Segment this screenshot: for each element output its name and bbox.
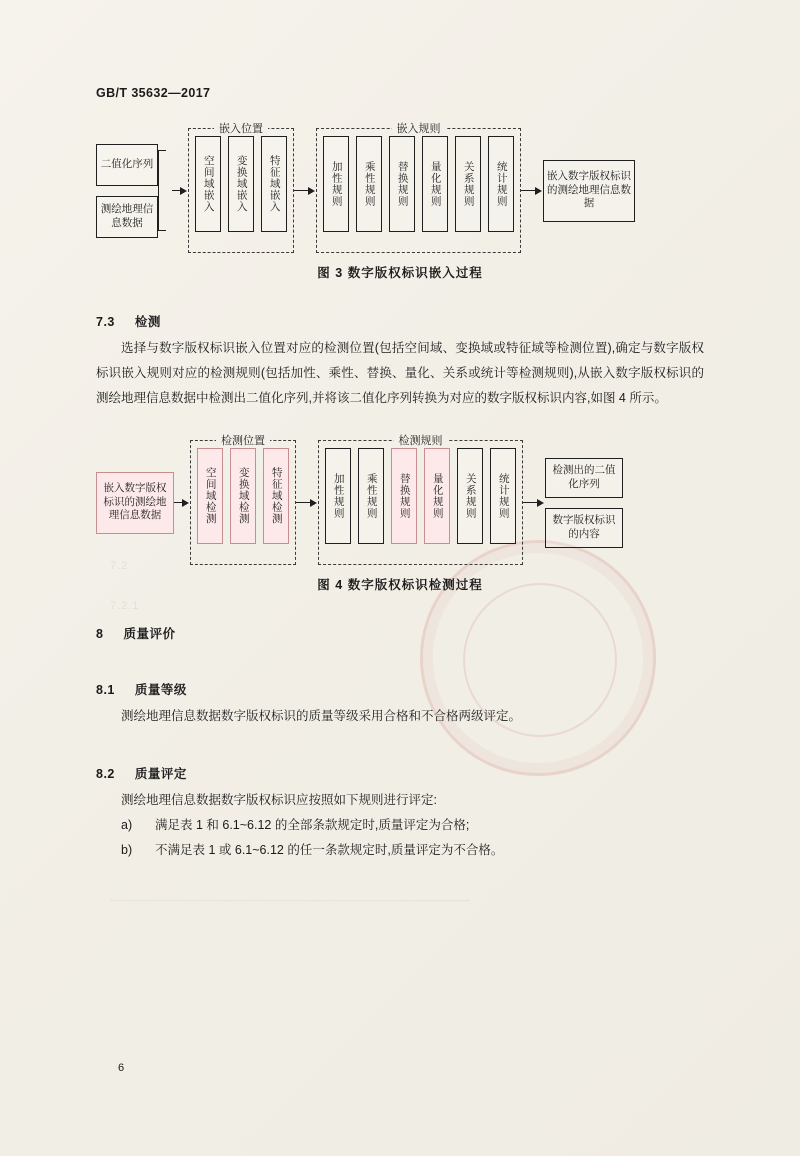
figure4-position-item-2: 变换域检测 <box>230 448 256 544</box>
section-8-title: 质量评价 <box>123 627 176 641</box>
figure3-position-group-title: 嵌入位置 <box>189 120 293 136</box>
section-8-1-paragraph: 测绘地理信息数据数字版权标识的质量等级采用合格和不合格两级评定。 <box>121 709 522 723</box>
figure3-input-stack <box>96 144 158 238</box>
figure-3 <box>96 123 704 281</box>
section-8-1-heading <box>96 680 704 698</box>
ghost-text: 7.2 <box>110 560 129 572</box>
figure3-rule-group <box>316 123 521 253</box>
section-8 <box>96 624 704 642</box>
section-8-2-title: 质量评定 <box>134 767 187 781</box>
figure3-rule-item-2: 乘性规则 <box>356 136 382 232</box>
section-7-3-heading <box>96 312 704 330</box>
figure4-arrow-1 <box>174 498 190 507</box>
list-item-b-label: b) <box>121 843 133 857</box>
section-7-3 <box>96 312 704 411</box>
section-8-1 <box>96 680 704 729</box>
figure3-position-item-3: 特征域嵌入 <box>261 136 287 232</box>
figure4-rule-group <box>318 435 523 565</box>
section-8-2-list-item-a <box>96 813 704 838</box>
standard-code-header: GB/T 35632—2017 <box>96 86 211 100</box>
page-number: 6 <box>118 1062 125 1074</box>
figure4-position-item-1: 空间域检测 <box>197 448 223 544</box>
figure3-position-item-2: 变换域嵌入 <box>228 136 254 232</box>
figure3-position-group <box>188 123 294 253</box>
figure4-rule-item-2: 乘性规则 <box>358 448 384 544</box>
section-8-number: 8 <box>96 627 104 641</box>
section-7-3-title: 检测 <box>134 315 161 329</box>
figure3-arrow-2 <box>294 186 316 195</box>
figure3-input-box-2: 测绘地理信息数据 <box>96 196 158 238</box>
figure3-rule-item-1: 加性规则 <box>323 136 349 232</box>
section-7-3-paragraph: 选择与数字版权标识嵌入位置对应的检测位置(包括空间域、变换域或特征域等检测位置),确定与数字版权标识嵌入规则对应的检测规则(包括加性、乘性、替换、量化、关系或统计等检测规则),从嵌入数字版权标识的测绘地理信息数据中检测出二值化序列,并将该二值化序列转换为对应的数字版权标识内容,如图 4 所示。 <box>96 341 704 405</box>
figure3-rule-item-6: 统计规则 <box>488 136 514 232</box>
figure3-rule-item-5: 关系规则 <box>455 136 481 232</box>
figure4-rule-item-4: 量化规则 <box>424 448 450 544</box>
section-8-2-list-item-b <box>96 838 704 863</box>
section-8-1-title: 质量等级 <box>134 683 187 697</box>
list-item-a-text: 满足表 1 和 6.1~6.12 的全部条款规定时,质量评定为合格; <box>155 818 470 832</box>
figure4-output-box-2: 数字版权标识的内容 <box>545 508 623 548</box>
list-item-b-text: 不满足表 1 或 6.1~6.12 的任一条款规定时,质量评定为不合格。 <box>155 843 504 857</box>
figure4-rule-item-3: 替换规则 <box>391 448 417 544</box>
figure4-output-stack <box>545 458 623 548</box>
figure4-position-item-3: 特征域检测 <box>263 448 289 544</box>
figure3-rule-item-3: 替换规则 <box>389 136 415 232</box>
figure3-position-item-1: 空间域嵌入 <box>195 136 221 232</box>
figure3-input-box-1: 二值化序列 <box>96 144 158 186</box>
section-8-heading <box>96 624 704 642</box>
figure4-arrow-3 <box>523 498 545 507</box>
section-8-2 <box>96 764 704 863</box>
list-item-a-label: a) <box>121 818 133 832</box>
ghost-text: 7.2.1 <box>110 600 140 612</box>
figure3-caption: 图 3 数字版权标识嵌入过程 <box>317 266 483 280</box>
ghost-text-block: ───────────────────────────────────────── <box>110 895 471 907</box>
figure4-caption: 图 4 数字版权标识检测过程 <box>317 578 483 592</box>
figure3-brace <box>158 128 172 253</box>
figure4-arrow-2 <box>296 498 318 507</box>
figure3-arrow-1 <box>172 186 188 195</box>
section-8-2-number: 8.2 <box>96 767 115 781</box>
section-8-2-paragraph: 测绘地理信息数据数字版权标识应按照如下规则进行评定: <box>121 793 437 807</box>
figure3-rule-group-title: 嵌入规则 <box>317 120 520 136</box>
figure4-rule-item-6: 统计规则 <box>490 448 516 544</box>
section-7-3-number: 7.3 <box>96 315 115 329</box>
figure4-output-box-1: 检测出的二值化序列 <box>545 458 623 498</box>
figure3-output-box: 嵌入数字版权标识的测绘地理信息数据 <box>543 160 635 222</box>
figure3-rule-item-4: 量化规则 <box>422 136 448 232</box>
section-8-1-number: 8.1 <box>96 683 115 697</box>
figure4-position-group-title: 检测位置 <box>191 432 295 448</box>
figure4-rule-item-5: 关系规则 <box>457 448 483 544</box>
figure-4 <box>96 435 704 593</box>
figure3-arrow-3 <box>521 186 543 195</box>
figure4-rule-group-title: 检测规则 <box>319 432 522 448</box>
figure4-input-box: 嵌入数字版权标识的测绘地理信息数据 <box>96 472 174 534</box>
figure4-rule-item-1: 加性规则 <box>325 448 351 544</box>
figure4-position-group <box>190 435 296 565</box>
section-8-2-heading <box>96 764 704 782</box>
